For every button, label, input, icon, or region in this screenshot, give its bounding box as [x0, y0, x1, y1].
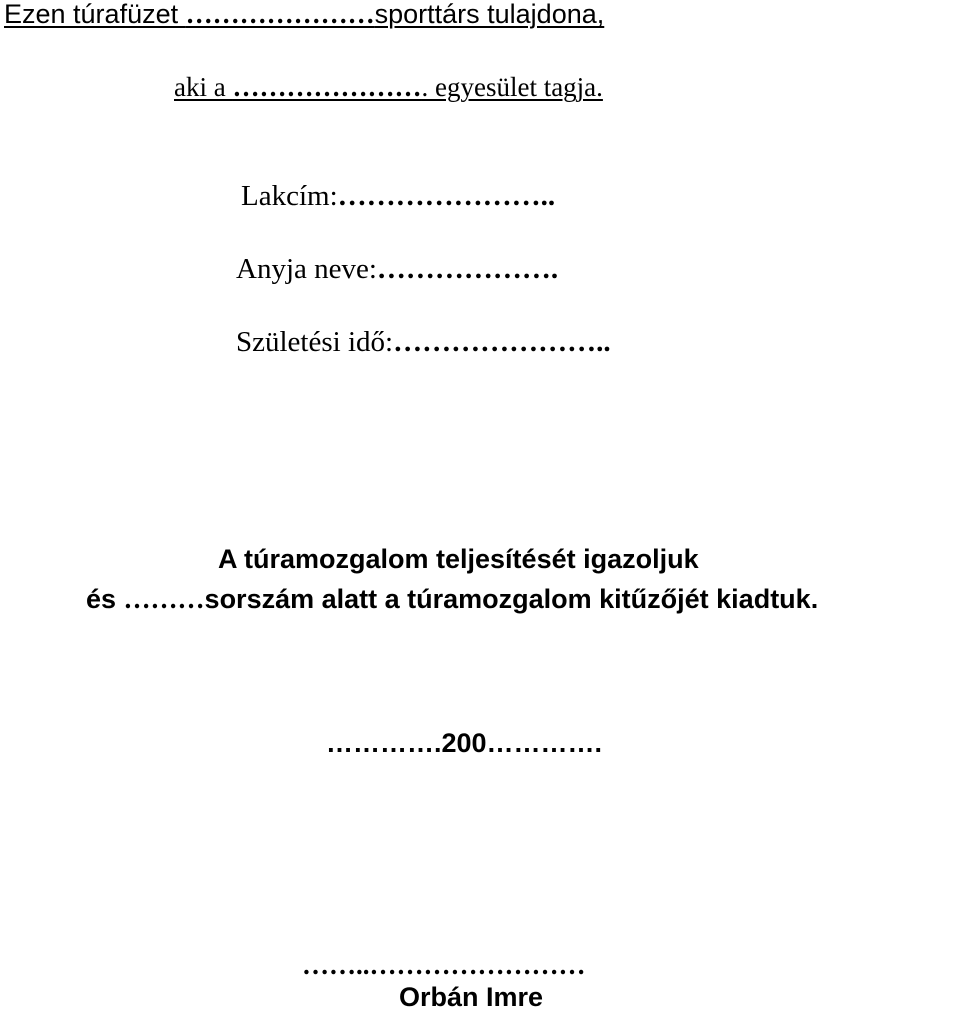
address-label: Lakcím:: [241, 180, 338, 212]
birth-date-label: Születési idő:: [236, 326, 394, 358]
date-line: ………….200………….: [326, 728, 603, 758]
address-line: [241, 182, 555, 211]
owner-line: [4, 1, 604, 28]
club-line: [174, 74, 603, 101]
birth-date-blank: …………………..: [393, 326, 611, 358]
owner-line-prefix: Ezen túrafüzet: [4, 0, 186, 29]
signature-line: ……..……………………: [302, 950, 586, 980]
mother-name-line: [236, 255, 558, 284]
owner-name-blank: …………………: [185, 0, 375, 29]
club-line-prefix: aki a: [174, 72, 233, 102]
birth-date-line: [236, 328, 611, 357]
mother-name-blank: ……………….: [376, 253, 559, 285]
owner-line-suffix: sporttárs tulajdona,: [374, 0, 605, 29]
certification-line-2-suffix: sorszám alatt a túramozgalom kitűzőjét kiadtuk.: [204, 584, 819, 614]
certification-line-1: A túramozgalom teljesítését igazoljuk: [218, 544, 699, 574]
certification-line-2: [86, 586, 818, 613]
address-blank: …………………..: [337, 180, 556, 212]
signatory-name: Orbán Imre: [399, 982, 544, 1012]
club-name-blank: …………………: [232, 72, 422, 102]
club-line-suffix: . egyesület tagja.: [421, 72, 603, 102]
certification-line-2-prefix: és: [86, 584, 124, 614]
badge-number-blank: ………: [123, 584, 205, 614]
mother-name-label: Anyja neve:: [236, 253, 377, 285]
